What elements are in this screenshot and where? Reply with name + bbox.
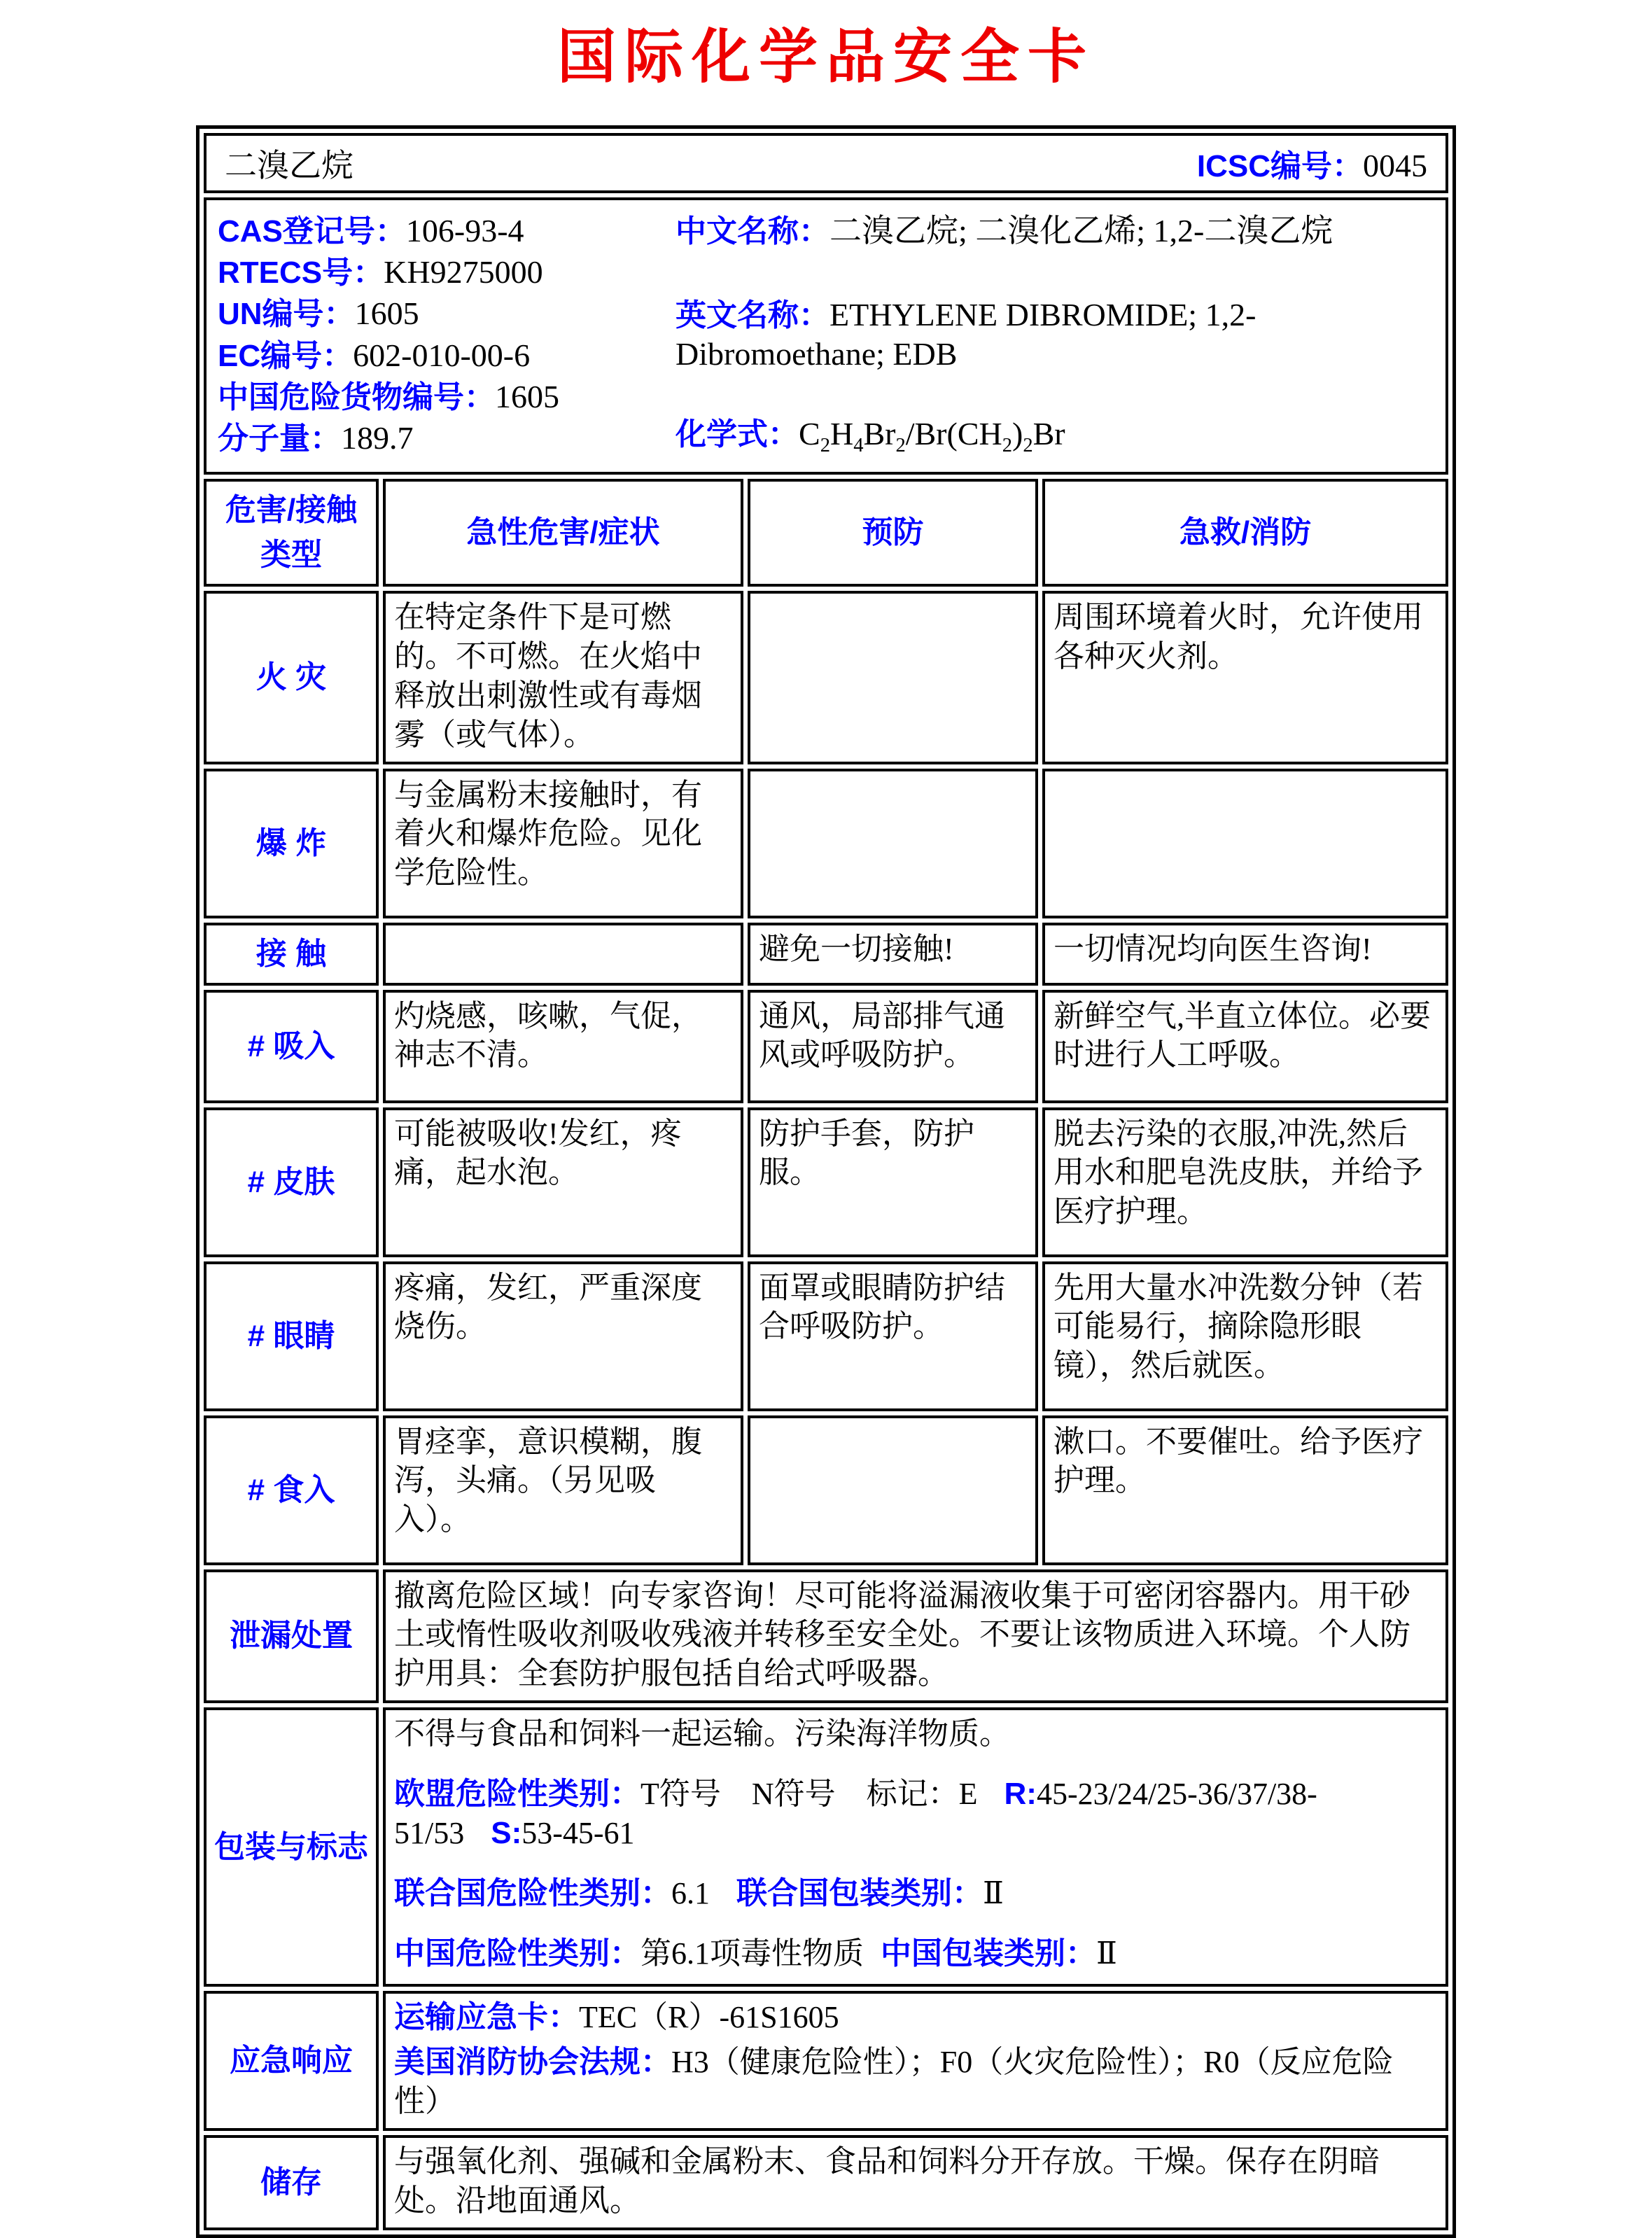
storage-text-cell: 与强氧化剂、强碱和金属粉末、食品和饲料分开存放。干燥。保存在阴暗处。沿地面通风。 — [383, 2135, 1448, 2230]
fire-type-label: 火 灾 — [204, 591, 379, 764]
chemical-names — [671, 211, 1436, 458]
exposure-type-label: 接 触 — [204, 923, 379, 986]
fire-symptoms-cell: 在特定条件下是可燃的。不可燃。在火焰中释放出刺激性或有毒烟雾（或气体）。 — [383, 591, 743, 764]
row-ingestion — [204, 1415, 1448, 1565]
eyes-prevention-cell: 面罩或眼睛防护结合呼吸防护。 — [748, 1261, 1038, 1411]
hazard-header-type: 危害/接触类型 — [204, 479, 379, 587]
nfpa-code-line: 美国消防协会法规：H3（健康危险性）；F0（火灾危险性）；R0（反应危险性） — [394, 2045, 1394, 2118]
eyes-symptoms-cell: 疼痛，发红，严重深度烧伤。 — [383, 1261, 743, 1411]
registry-numbers — [218, 211, 671, 458]
row-exposure — [204, 923, 1448, 986]
eyes-firstaid-cell: 先用大量水冲洗数分钟（若可能易行，摘除隐形眼镜），然后就医。 — [1042, 1261, 1448, 1411]
safety-card-table — [196, 125, 1456, 2238]
un-number-line: UN编号：1605 — [218, 295, 419, 332]
icsc-number: 0045 — [1363, 148, 1427, 183]
row-spill-disposal — [204, 1569, 1448, 1704]
ingestion-type-label: # 食入 — [204, 1415, 379, 1565]
explosion-type-label: 爆 炸 — [204, 769, 379, 918]
formula-line — [676, 414, 1436, 458]
inhalation-type-label: # 吸入 — [204, 990, 379, 1103]
identification-section — [218, 211, 1436, 458]
china-dg-number-line: 中国危险货物编号：1605 — [218, 378, 559, 414]
formula-label: 化学式： — [676, 417, 799, 452]
hazard-header-firstaid: 急救/消防 — [1042, 479, 1448, 587]
inhalation-prevention-cell: 通风，局部排气通风或呼吸防护。 — [748, 990, 1038, 1103]
hazard-header-symptoms: 急性危害/症状 — [383, 479, 743, 587]
ec-number-line: EC编号：602-010-00-6 — [218, 337, 531, 373]
chemical-name: 二溴乙烷 — [225, 148, 354, 183]
row-skin — [204, 1107, 1448, 1257]
explosion-prevention-cell — [748, 769, 1038, 918]
row-fire — [204, 591, 1448, 764]
eyes-type-label: # 眼睛 — [204, 1261, 379, 1411]
packaging-eu-classification: 欧盟危险性类别：T符号 N符号 标记：E R:45-23/24/25-36/37/38-51/53 S:53-45-61 — [394, 1777, 1317, 1850]
packaging-transport-note: 不得与食品和饲料一起运输。污染海洋物质。 — [394, 1716, 1010, 1751]
chemical-formula: $C_2H_4Br_2/Br(CH_2)_2Br$ — [799, 415, 1065, 456]
explosion-symptoms-cell: 与金属粉末接触时，有着火和爆炸危险。见化学危险性。 — [383, 769, 743, 918]
exposure-symptoms-cell — [383, 923, 743, 986]
row-inhalation — [204, 990, 1448, 1103]
skin-symptoms-cell: 可能被吸收!发红，疼痛，起水泡。 — [383, 1107, 743, 1257]
spill-label: 泄漏处置 — [204, 1569, 379, 1704]
icsc-label: ICSC编号： — [1196, 149, 1363, 183]
emergency-label: 应急响应 — [204, 1991, 379, 2131]
ingestion-symptoms-cell: 胃痉挛，意识模糊，腹泻，头痛。（另见吸入）。 — [383, 1415, 743, 1565]
inhalation-firstaid-cell: 新鲜空气,半直立体位。必要时进行人工呼吸。 — [1042, 990, 1448, 1103]
spill-text-cell: 撤离危险区域！向专家咨询！尽可能将溢漏液收集于可密闭容器内。用干砂土或惰性吸收剂吸收残液并转移至安全处。不要让该物质进入环境。个人防护用具：全套防护服包括自给式呼吸器。 — [383, 1569, 1448, 1704]
fire-prevention-cell — [748, 591, 1038, 764]
packaging-content-cell — [383, 1707, 1448, 1987]
chinese-name: 二溴乙烷; 二溴化乙烯; 1,2-二溴乙烷 — [830, 213, 1334, 249]
packaging-china-classification: 中国危险性类别：第6.1项毒性物质 中国包装类别：Ⅱ — [394, 1936, 1117, 1971]
row-eyes — [204, 1261, 1448, 1411]
english-name: ETHYLENE DIBROMIDE; 1,2-Dibromoethane; EDB — [676, 297, 1256, 372]
exposure-firstaid-cell: 一切情况均向医生咨询! — [1042, 923, 1448, 986]
fire-firstaid-cell: 周围环境着火时，允许使用各种灭火剂。 — [1042, 591, 1448, 764]
page-title: 国际化学品安全卡 — [556, 25, 1095, 90]
ingestion-prevention-cell — [748, 1415, 1038, 1565]
cas-number-line: CAS登记号：106-93-4 — [218, 213, 524, 249]
rtecs-number-line: RTECS号：KH9275000 — [218, 254, 543, 291]
skin-prevention-cell: 防护手套，防护服。 — [748, 1107, 1038, 1257]
storage-label: 储存 — [204, 2135, 379, 2230]
hazard-header-row — [204, 479, 1448, 587]
chinese-name-line: 中文名称：二溴乙烷; 二溴化乙烯; 1,2-二溴乙烷 — [676, 213, 1334, 249]
packaging-label: 包装与标志 — [204, 1707, 379, 1987]
ingestion-firstaid-cell: 漱口。不要催吐。给予医疗护理。 — [1042, 1415, 1448, 1565]
name-row — [204, 133, 1448, 193]
hazard-header-prevention: 预防 — [748, 479, 1038, 587]
exposure-prevention-cell: 避免一切接触! — [748, 923, 1038, 986]
row-packaging — [204, 1707, 1448, 1987]
english-name-line: 英文名称：ETHYLENE DIBROMIDE; 1,2-Dibromoethane; EDB — [676, 297, 1256, 372]
transport-emergency-card-line: 运输应急卡：TEC（R）-61S1605 — [394, 2000, 839, 2035]
icsc-number-group — [1197, 141, 1427, 186]
identification-row — [204, 197, 1448, 475]
packaging-un-classification: 联合国危险性类别：6.1 联合国包装类别：Ⅱ — [394, 1875, 1004, 1910]
skin-type-label: # 皮肤 — [204, 1107, 379, 1257]
skin-firstaid-cell: 脱去污染的衣服,冲洗,然后用水和肥皂洗皮肤，并给予医疗护理。 — [1042, 1107, 1448, 1257]
row-emergency-response — [204, 1991, 1448, 2131]
molecular-weight-line: 分子量：189.7 — [218, 420, 414, 456]
name-bar — [225, 140, 1427, 186]
row-storage — [204, 2135, 1448, 2230]
explosion-firstaid-cell — [1042, 769, 1448, 918]
row-explosion — [204, 769, 1448, 918]
emergency-content-cell — [383, 1991, 1448, 2131]
inhalation-symptoms-cell: 灼烧感，咳嗽，气促，神志不清。 — [383, 990, 743, 1103]
